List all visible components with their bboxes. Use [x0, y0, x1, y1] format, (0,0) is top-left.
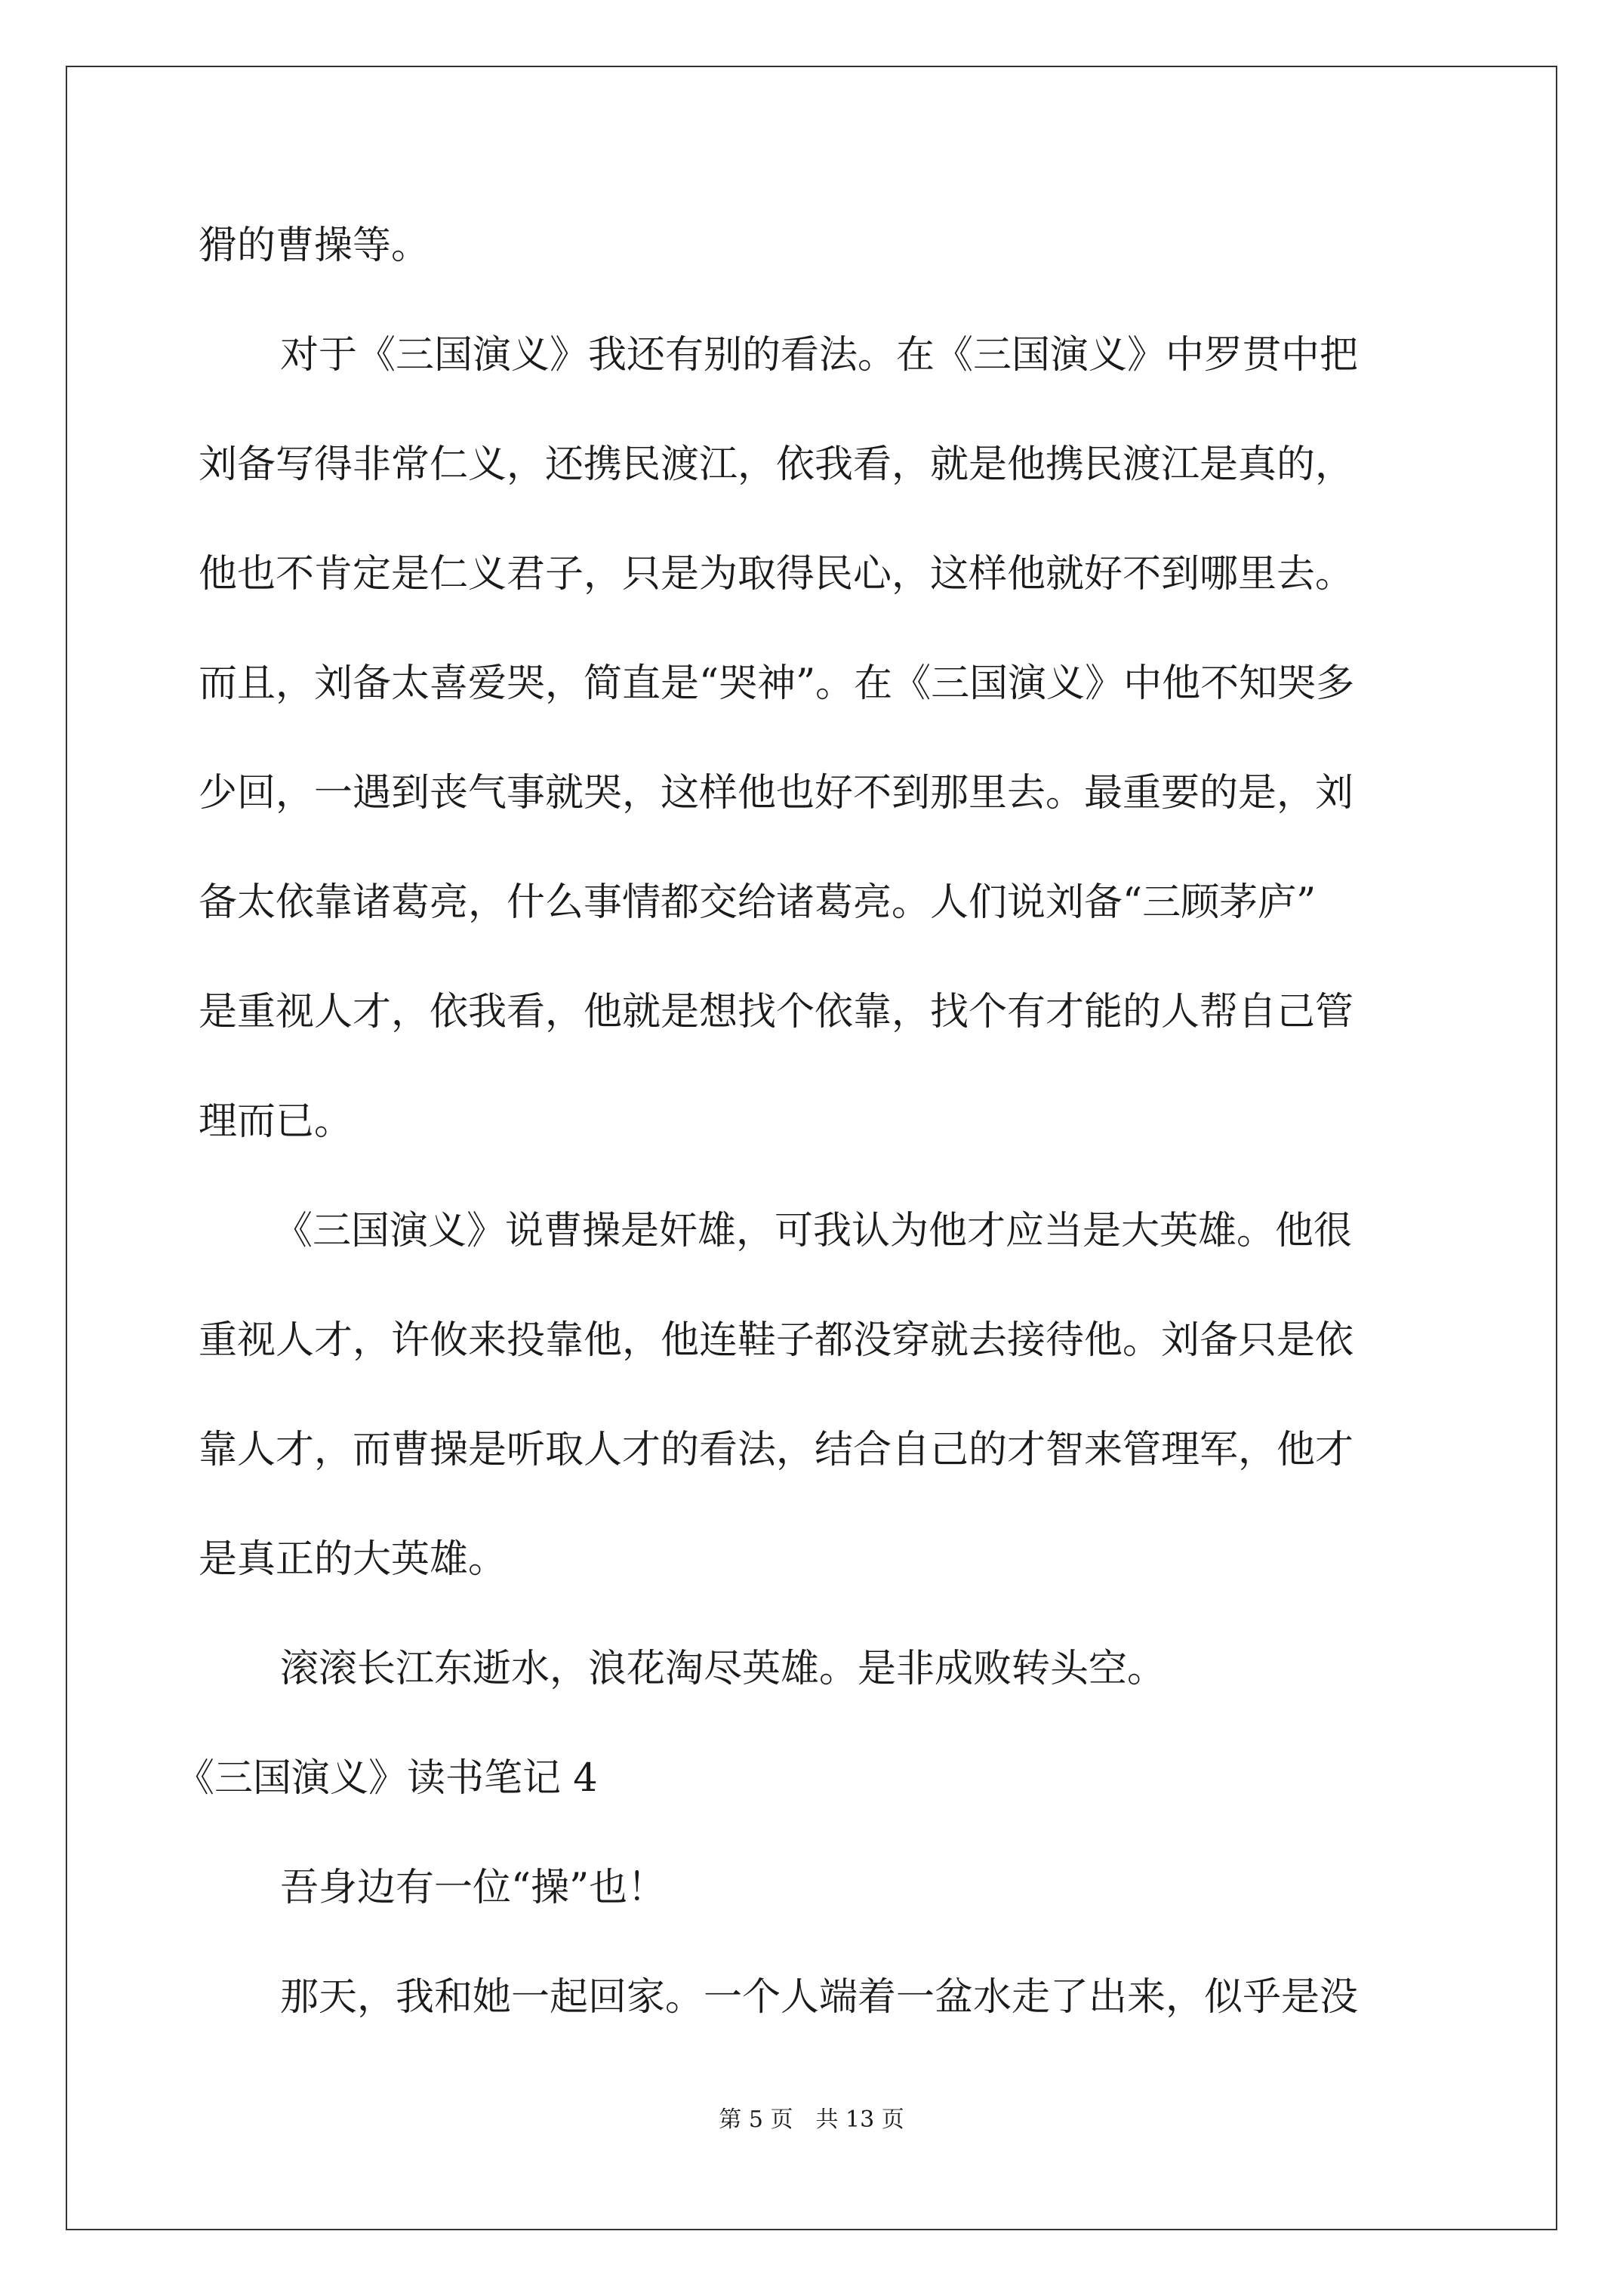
- text-line: 重视人才，许攸来投靠他，他连鞋子都没穿就去接待他。刘备只是依: [199, 1318, 1354, 1363]
- text-line: 吾身边有一位“操”也！: [280, 1866, 667, 1910]
- text-line: 而且，刘备太喜爱哭，简直是“哭神”。在《三国演义》中他不知哭多: [199, 661, 1355, 706]
- text-line: 靠人才，而曹操是听取人才的看法，结合自己的才智来管理军，他才: [199, 1428, 1354, 1472]
- text-line: 理而已。: [199, 1099, 353, 1144]
- text-line: 猾的曹操等。: [199, 223, 430, 268]
- text-line: 是重视人才，依我看，他就是想找个依靠，找个有才能的人帮自己管: [199, 990, 1354, 1034]
- text-line: 是真正的大英雄。: [199, 1537, 507, 1582]
- text-line: 那天，我和她一起回家。一个人端着一盆水走了出来，似乎是没: [280, 1975, 1359, 2020]
- text-line: 对于《三国演义》我还有别的看法。在《三国演义》中罗贯中把: [280, 333, 1359, 378]
- text-line: 少回，一遇到丧气事就哭，这样他也好不到那里去。最重要的是，刘: [199, 771, 1354, 815]
- section-heading: 《三国演义》读书笔记 4: [176, 1756, 598, 1801]
- text-line: 滚滚长江东逝水，浪花淘尽英雄。是非成败转头空。: [280, 1647, 1166, 1691]
- page-number: 第 5 页 共 13 页: [719, 2106, 904, 2133]
- text-line: 刘备写得非常仁义，还携民渡江，依我看，就是他携民渡江是真的，: [199, 442, 1354, 487]
- text-line: 备太依靠诸葛亮，什么事情都交给诸葛亮。人们说刘备“三顾茅庐”: [199, 880, 1317, 925]
- text-line: 他也不肯定是仁义君子，只是为取得民心，这样他就好不到哪里去。: [199, 552, 1354, 596]
- text-line: 《三国演义》说曹操是奸雄，可我认为他才应当是大英雄。他很: [274, 1209, 1353, 1253]
